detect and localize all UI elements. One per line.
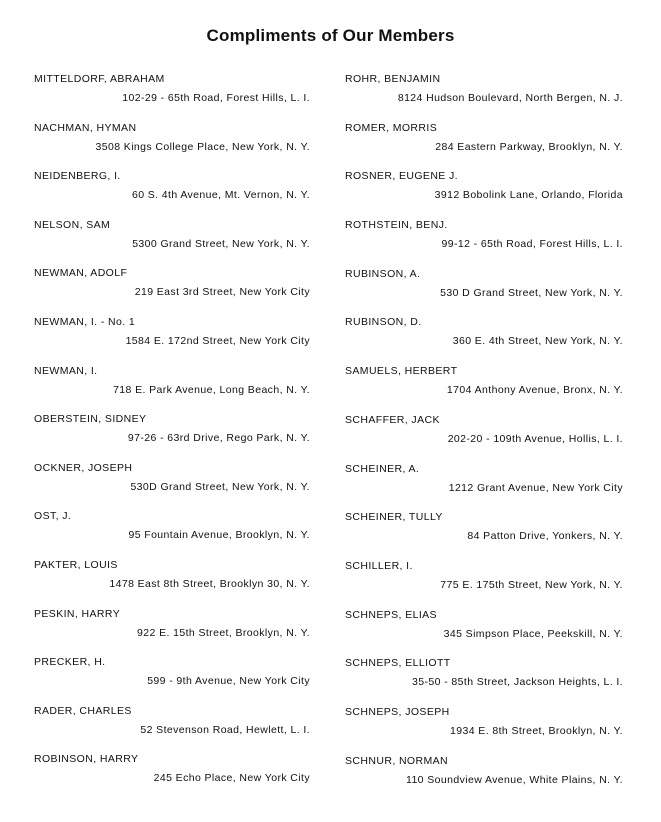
member-entry	[34, 460, 310, 509]
member-entry	[345, 655, 623, 704]
member-address: 3912 Bobolink Lane, Orlando, Florida	[434, 189, 623, 202]
member-entry	[34, 654, 310, 703]
member-list-right	[345, 71, 623, 801]
member-address: 1584 E. 172nd Street, New York City	[125, 334, 310, 347]
member-address: 360 E. 4th Street, New York, N. Y.	[452, 335, 623, 348]
member-name: ROMER, MORRIS	[345, 121, 438, 134]
member-entry	[345, 412, 623, 461]
member-address: 1934 E. 8th Street, Brooklyn, N. Y.	[450, 724, 623, 737]
member-name: NEWMAN, I. - No. 1	[34, 315, 136, 328]
member-address: 599 - 9th Avenue, New York City	[147, 675, 310, 688]
member-entry	[34, 703, 310, 752]
member-name: NACHMAN, HYMAN	[34, 121, 137, 134]
member-entry	[34, 168, 310, 217]
member-name: SCHEINER, TULLY	[345, 511, 443, 524]
member-address: 1478 East 8th Street, Brooklyn 30, N. Y.	[109, 577, 310, 590]
member-name: NEWMAN, I.	[34, 364, 98, 377]
member-name: SCHNEPS, JOSEPH	[345, 705, 450, 718]
member-address: 219 East 3rd Street, New York City	[134, 286, 310, 299]
member-address: 60 S. 4th Avenue, Mt. Vernon, N. Y.	[131, 189, 310, 202]
member-address: 5300 Grand Street, New York, N. Y.	[132, 237, 310, 250]
member-address: 922 E. 15th Street, Brooklyn, N. Y.	[137, 626, 310, 639]
member-name: SCHAFFER, JACK	[345, 413, 440, 426]
member-name: PAKTER, LOUIS	[34, 558, 118, 571]
member-address: 530 D Grand Street, New York, N. Y.	[440, 286, 623, 299]
member-entry	[34, 508, 310, 557]
member-name: SCHNEPS, ELLIOTT	[345, 657, 451, 670]
member-entry	[34, 314, 310, 363]
member-entry	[34, 411, 310, 460]
member-entry	[345, 753, 623, 802]
member-entry	[34, 751, 310, 800]
member-entry	[345, 120, 623, 169]
member-name: SCHNUR, NORMAN	[345, 754, 449, 767]
member-address: 3508 Kings College Place, New York, N. Y.	[95, 140, 310, 153]
member-name: SCHEINER, A.	[345, 462, 420, 475]
member-address: 775 E. 175th Street, New York, N. Y.	[440, 578, 623, 591]
member-name: ROSNER, EUGENE J.	[345, 170, 458, 183]
member-entry	[34, 606, 310, 655]
member-name: OST, J.	[34, 510, 72, 523]
member-name: ROHR, BENJAMIN	[345, 73, 441, 85]
member-entry	[345, 314, 623, 363]
member-entry	[345, 363, 623, 412]
member-address: 52 Stevenson Road, Hewlett, L. I.	[140, 723, 310, 736]
page-title: Compliments of Our Members	[206, 26, 455, 45]
member-entry	[345, 217, 623, 266]
member-name: RADER, CHARLES	[34, 704, 132, 717]
member-name: NEIDENBERG, I.	[34, 170, 121, 183]
member-name: RUBINSON, A.	[345, 267, 421, 280]
member-address: 530D Grand Street, New York, N. Y.	[130, 480, 310, 493]
member-name: PRECKER, H.	[34, 656, 106, 669]
member-entry	[34, 217, 310, 266]
member-address: 8124 Hudson Boulevard, North Bergen, N. J.	[397, 92, 623, 104]
member-address: 718 E. Park Avenue, Long Beach, N. Y.	[113, 383, 310, 396]
member-name: ROTHSTEIN, BENJ.	[345, 219, 448, 232]
member-name: PESKIN, HARRY	[34, 607, 121, 620]
member-address: 245 Echo Place, New York City	[153, 772, 310, 785]
member-address: 1212 Grant Avenue, New York City	[448, 481, 623, 494]
member-entry	[345, 704, 623, 753]
member-entry	[345, 607, 623, 656]
member-entry	[345, 558, 623, 607]
member-address: 284 Eastern Parkway, Brooklyn, N. Y.	[435, 140, 623, 153]
member-entry	[345, 509, 623, 558]
member-name: SAMUELS, HERBERT	[345, 365, 458, 378]
member-name: NELSON, SAM	[34, 218, 111, 231]
member-entry	[345, 168, 623, 217]
member-address: 345 Simpson Place, Peekskill, N. Y.	[443, 627, 623, 640]
member-name: OCKNER, JOSEPH	[34, 461, 133, 474]
member-address: 97-26 - 63rd Drive, Rego Park, N. Y.	[127, 432, 310, 445]
member-name: SCHNEPS, ELIAS	[345, 608, 437, 621]
member-name: NEWMAN, ADOLF	[34, 267, 128, 280]
member-address: 35-50 - 85th Street, Jackson Heights, L. I.	[412, 676, 623, 689]
member-entry	[345, 71, 623, 120]
member-name: MITTELDORF, ABRAHAM	[34, 73, 165, 85]
member-address: 95 Fountain Avenue, Brooklyn, N. Y.	[128, 529, 310, 542]
member-name: OBERSTEIN, SIDNEY	[34, 413, 147, 426]
member-address: 99-12 - 65th Road, Forest Hills, L. I.	[441, 238, 623, 251]
member-name: RUBINSON, D.	[345, 316, 422, 329]
member-name: ROBINSON, HARRY	[34, 753, 139, 766]
member-address: 110 Soundview Avenue, White Plains, N. Y.	[405, 773, 623, 786]
member-address: 102-29 - 65th Road, Forest Hills, L. I.	[122, 92, 310, 104]
member-entry	[34, 120, 310, 169]
member-entry	[34, 557, 310, 606]
member-address: 84 Patton Drive, Yonkers, N. Y.	[467, 530, 623, 543]
member-entry	[345, 461, 623, 510]
member-address: 1704 Anthony Avenue, Bronx, N. Y.	[446, 384, 623, 397]
member-entry	[345, 266, 623, 315]
member-name: SCHILLER, I.	[345, 559, 413, 572]
member-list-left	[34, 71, 310, 800]
member-address: 202-20 - 109th Avenue, Hollis, L. I.	[447, 432, 623, 445]
member-entry	[34, 363, 310, 412]
member-entry	[34, 265, 310, 314]
member-entry	[34, 71, 310, 120]
